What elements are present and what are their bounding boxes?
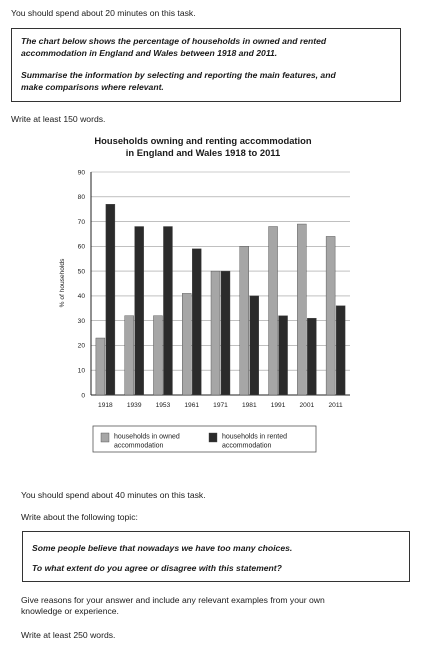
- bar-rented: [135, 227, 144, 395]
- bar-rented: [250, 296, 259, 395]
- bar-owned: [297, 224, 306, 395]
- bar-owned: [240, 246, 249, 395]
- bar-rented: [336, 306, 345, 395]
- x-tick-label: 1918: [98, 402, 113, 409]
- bar-rented: [221, 271, 230, 395]
- x-tick-label: 1961: [184, 402, 200, 409]
- y-axis-label: % of households: [59, 258, 66, 308]
- task2-topic-box: [22, 531, 410, 582]
- x-tick-label: 1981: [241, 402, 257, 409]
- y-tick-label: 80: [77, 194, 85, 202]
- y-tick-label: 20: [77, 342, 85, 350]
- bar-owned: [326, 236, 335, 395]
- task1-prompt-line2: accommodation in England and Wales between 1918 and 2011.: [21, 48, 278, 58]
- task2-instruction: Write about the following topic:: [21, 512, 138, 522]
- x-tick-label: 1971: [213, 402, 228, 409]
- x-tick-label: 1939: [126, 402, 142, 409]
- task2-topic-line2: To what extent do you agree or disagree with this statement?: [32, 563, 282, 573]
- task2-reasons-line2: knowledge or experience.: [21, 606, 119, 616]
- task2-topic-line1: Some people believe that nowadays we have too many choices.: [32, 543, 293, 553]
- legend-label: households in rented: [222, 433, 287, 441]
- task2-word-count: Write at least 250 words.: [21, 630, 116, 640]
- y-tick-label: 40: [77, 293, 85, 301]
- task1-time-note: You should spend about 20 minutes on this task.: [11, 8, 196, 18]
- legend-swatch-owned: [101, 433, 109, 442]
- chart-subtitle: in England and Wales 1918 to 2011: [125, 147, 281, 158]
- bar-owned: [153, 316, 162, 395]
- bar-rented: [279, 316, 288, 395]
- y-tick-label: 10: [77, 367, 85, 375]
- legend-label: accommodation: [222, 442, 272, 450]
- bar-rented: [106, 204, 115, 395]
- bar-owned: [182, 293, 191, 395]
- bar-rented: [307, 318, 316, 395]
- legend-label: accommodation: [114, 442, 164, 450]
- x-tick-label: 1991: [270, 402, 286, 409]
- bar-rented: [163, 227, 172, 395]
- task2-time-note: You should spend about 40 minutes on this task.: [21, 490, 206, 500]
- y-tick-label: 70: [77, 218, 85, 226]
- chart-title: Households owning and renting accommodation: [94, 135, 312, 146]
- bar-owned: [269, 227, 278, 395]
- legend-swatch-rented: [209, 433, 217, 442]
- x-tick-label: 2011: [328, 402, 343, 409]
- y-tick-label: 30: [77, 317, 85, 325]
- x-tick-label: 2001: [299, 402, 315, 409]
- bar-rented: [192, 249, 201, 395]
- y-tick-label: 90: [77, 169, 85, 177]
- legend-label: households in owned: [114, 433, 180, 441]
- task2-reasons-line1: Give reasons for your answer and include any relevant examples from your own: [21, 595, 325, 605]
- y-tick-label: 60: [77, 243, 85, 251]
- task1-prompt-line1: The chart below shows the percentage of households in owned and rented: [21, 36, 327, 46]
- task1-prompt-line4: make comparisons where relevant.: [21, 82, 164, 92]
- bar-owned: [96, 338, 105, 395]
- bar-owned: [125, 316, 134, 395]
- x-tick-label: 1953: [155, 402, 171, 409]
- y-tick-label: 50: [77, 268, 85, 276]
- bar-owned: [211, 271, 220, 395]
- task1-prompt-line3: Summarise the information by selecting and reporting the main features, and: [21, 70, 336, 80]
- task1-word-count: Write at least 150 words.: [11, 114, 106, 124]
- y-tick-label: 0: [81, 392, 85, 400]
